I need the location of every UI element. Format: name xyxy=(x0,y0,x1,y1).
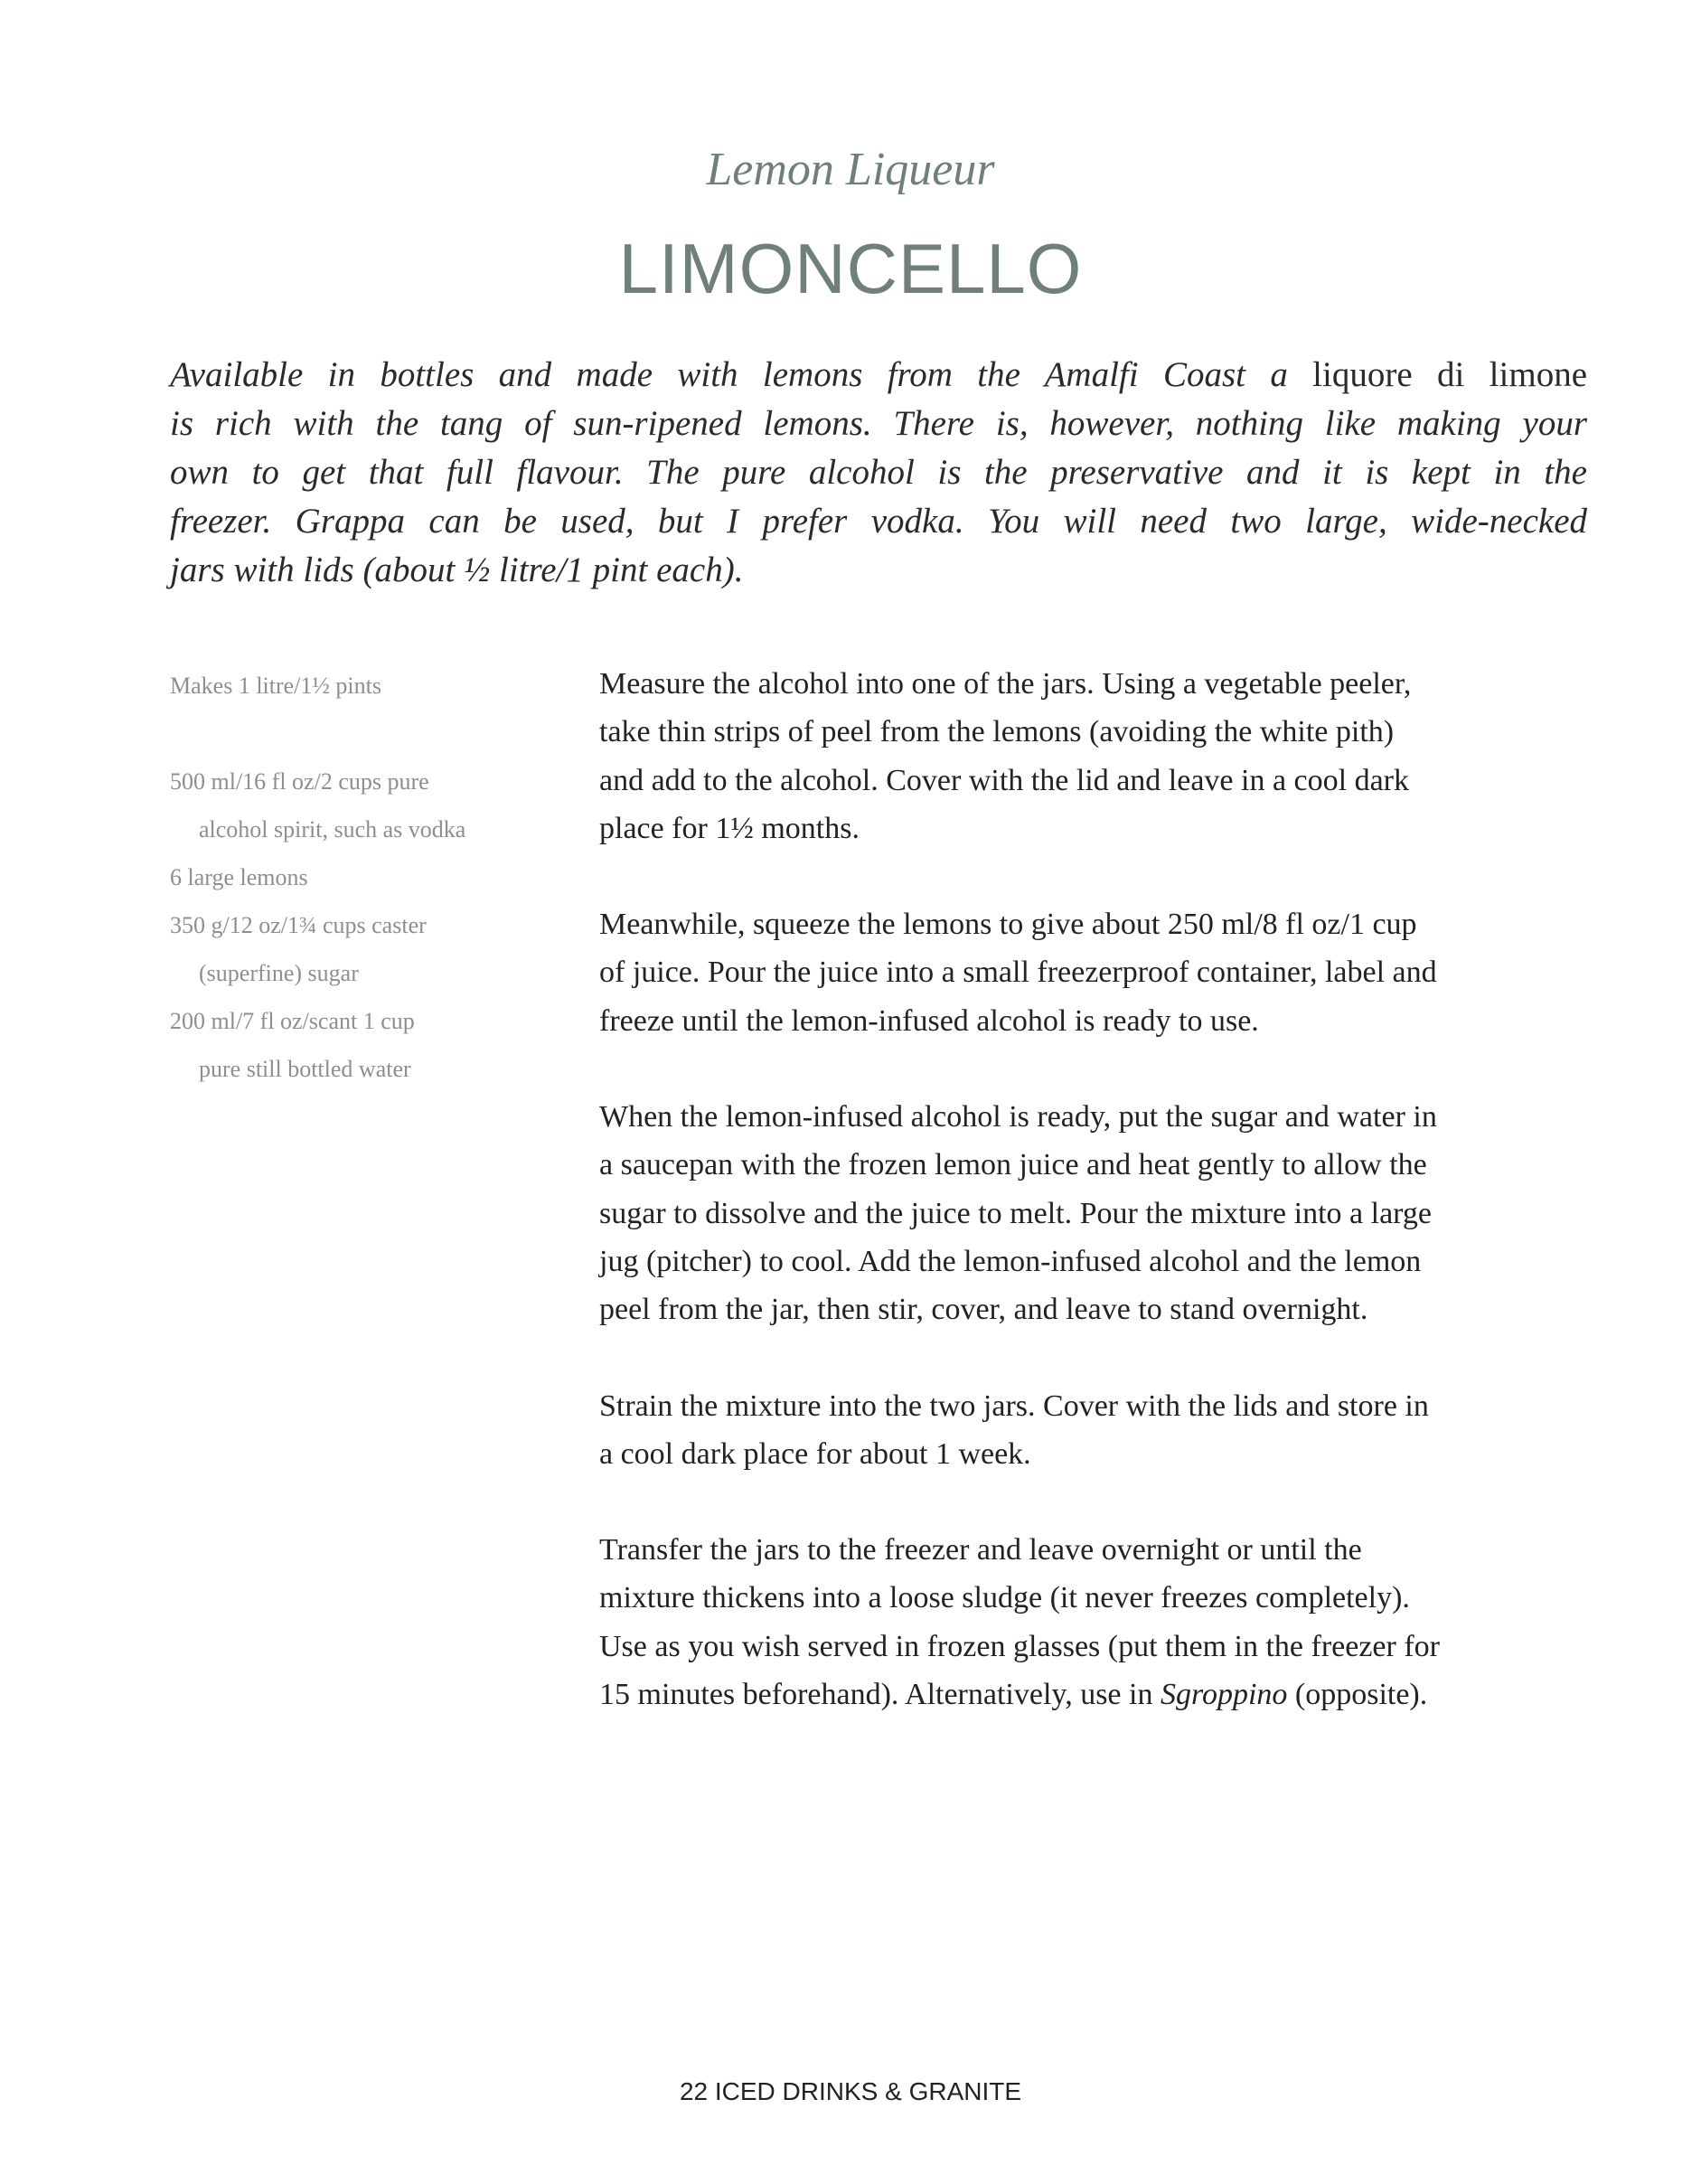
recipe-title: LIMONCELLO xyxy=(618,229,1083,308)
method-text: of juice. Pour the juice into a small freezerproof container, label and xyxy=(599,956,1437,990)
method-paragraph xyxy=(599,900,1593,1045)
intro-line xyxy=(170,351,1587,400)
ingredient-text-continued: (superfine) sugar xyxy=(199,960,359,986)
intro-line xyxy=(170,448,1587,497)
method-text: 15 minutes beforehand). Alternatively, use in xyxy=(599,1678,1161,1712)
ingredient-text: 6 large lemons xyxy=(170,864,308,890)
ingredients-list xyxy=(170,662,568,1093)
method-line xyxy=(599,1285,1593,1333)
intro-text: jars with lids (about ½ litre/1 pint each). xyxy=(170,551,744,589)
method-paragraph xyxy=(599,1526,1593,1718)
method-text: a cool dark place for about 1 week. xyxy=(599,1436,1031,1471)
page-footer xyxy=(0,2077,1701,2106)
method-line xyxy=(599,1671,1593,1718)
ingredient-text: 200 ml/7 fl oz/scant 1 cup xyxy=(170,1008,415,1034)
method-paragraph xyxy=(599,1382,1593,1479)
method-text: Strain the mixture into the two jars. Cover with the lids and store in xyxy=(599,1389,1429,1423)
method-text: mixture thickens into a loose sludge (it never freezes completely). xyxy=(599,1581,1410,1615)
method-text: place for 1½ months. xyxy=(599,811,860,845)
method-text: sugar to dissolve and the juice to melt. Pour the mixture into a large xyxy=(599,1196,1432,1230)
intro-line xyxy=(170,400,1587,448)
method-line xyxy=(599,1141,1593,1189)
method-text: Transfer the jars to the freezer and leave overnight or until the xyxy=(599,1533,1362,1567)
intro-line xyxy=(170,546,1587,595)
method-text: (opposite). xyxy=(1287,1678,1428,1712)
method-line xyxy=(599,757,1593,805)
method-paragraph xyxy=(599,1093,1593,1333)
yield: Makes 1 litre/1½ pints xyxy=(170,673,381,699)
ingredient-item xyxy=(170,997,568,1093)
ingredient-item xyxy=(170,758,568,853)
method-line xyxy=(599,1430,1593,1478)
ingredient-text-continued: pure still bottled water xyxy=(199,1056,411,1082)
page-number: 22 xyxy=(679,2077,709,2105)
method-line xyxy=(599,997,1593,1045)
method-text: jug (pitcher) to cool. Add the lemon-infused alcohol and the lemon xyxy=(599,1244,1422,1278)
intro-text: liquore di limone xyxy=(1287,355,1587,394)
recipe-introduction xyxy=(170,351,1587,595)
method-line xyxy=(599,1238,1593,1285)
method-line xyxy=(599,805,1593,852)
intro-text: is rich with the tang of sun-ripened lemons. There is, however, nothing like making your xyxy=(170,404,1587,443)
ingredient-text: 350 g/12 oz/1¾ cups caster xyxy=(170,912,427,938)
intro-text: own to get that full flavour. The pure alcohol is the preservative and it is kept in the xyxy=(170,453,1587,492)
method-text: freeze until the lemon-infused alcohol is ready to use. xyxy=(599,1003,1259,1038)
method-line xyxy=(599,1093,1593,1141)
section-title: ICED DRINKS & GRANITE xyxy=(714,2077,1022,2105)
method-text: take thin strips of peel from the lemons (avoiding the white pith) xyxy=(599,715,1395,749)
method-line xyxy=(599,948,1593,996)
method-line xyxy=(599,660,1593,708)
method-line xyxy=(599,1190,1593,1238)
ingredient-item xyxy=(170,853,568,901)
method-line xyxy=(599,900,1593,948)
method-steps xyxy=(599,660,1593,1766)
method-paragraph xyxy=(599,660,1593,852)
intro-line xyxy=(170,497,1587,546)
method-line xyxy=(599,1623,1593,1671)
method-text: a saucepan with the frozen lemon juice and heat gently to allow the xyxy=(599,1148,1427,1182)
ingredient-text-continued: alcohol spirit, such as vodka xyxy=(199,816,466,843)
method-text: Measure the alcohol into one of the jars. Using a vegetable peeler, xyxy=(599,667,1412,701)
method-text: Meanwhile, squeeze the lemons to give about 250 ml/8 fl oz/1 cup xyxy=(599,908,1417,942)
method-text: and add to the alcohol. Cover with the lid and leave in a cool dark xyxy=(599,763,1410,797)
method-line xyxy=(599,708,1593,756)
intro-text: freezer. Grappa can be used, but I prefer vodka. You will need two large, wide-necked xyxy=(170,502,1587,541)
method-text: peel from the jar, then stir, cover, and leave to stand overnight. xyxy=(599,1293,1368,1327)
emphasized-text: Sgroppino xyxy=(1160,1678,1288,1712)
ingredient-item xyxy=(170,901,568,997)
method-line xyxy=(599,1382,1593,1430)
recipe-subtitle: Lemon Liqueur xyxy=(706,144,995,195)
intro-text: Available in bottles and made with lemons from the Amalfi Coast a xyxy=(170,355,1288,394)
method-line xyxy=(599,1526,1593,1574)
ingredient-text: 500 ml/16 fl oz/2 cups pure xyxy=(170,768,429,795)
method-line xyxy=(599,1574,1593,1622)
method-text: When the lemon-infused alcohol is ready, put the sugar and water in xyxy=(599,1100,1437,1134)
method-text: Use as you wish served in frozen glasses (put them in the freezer for xyxy=(599,1629,1440,1663)
